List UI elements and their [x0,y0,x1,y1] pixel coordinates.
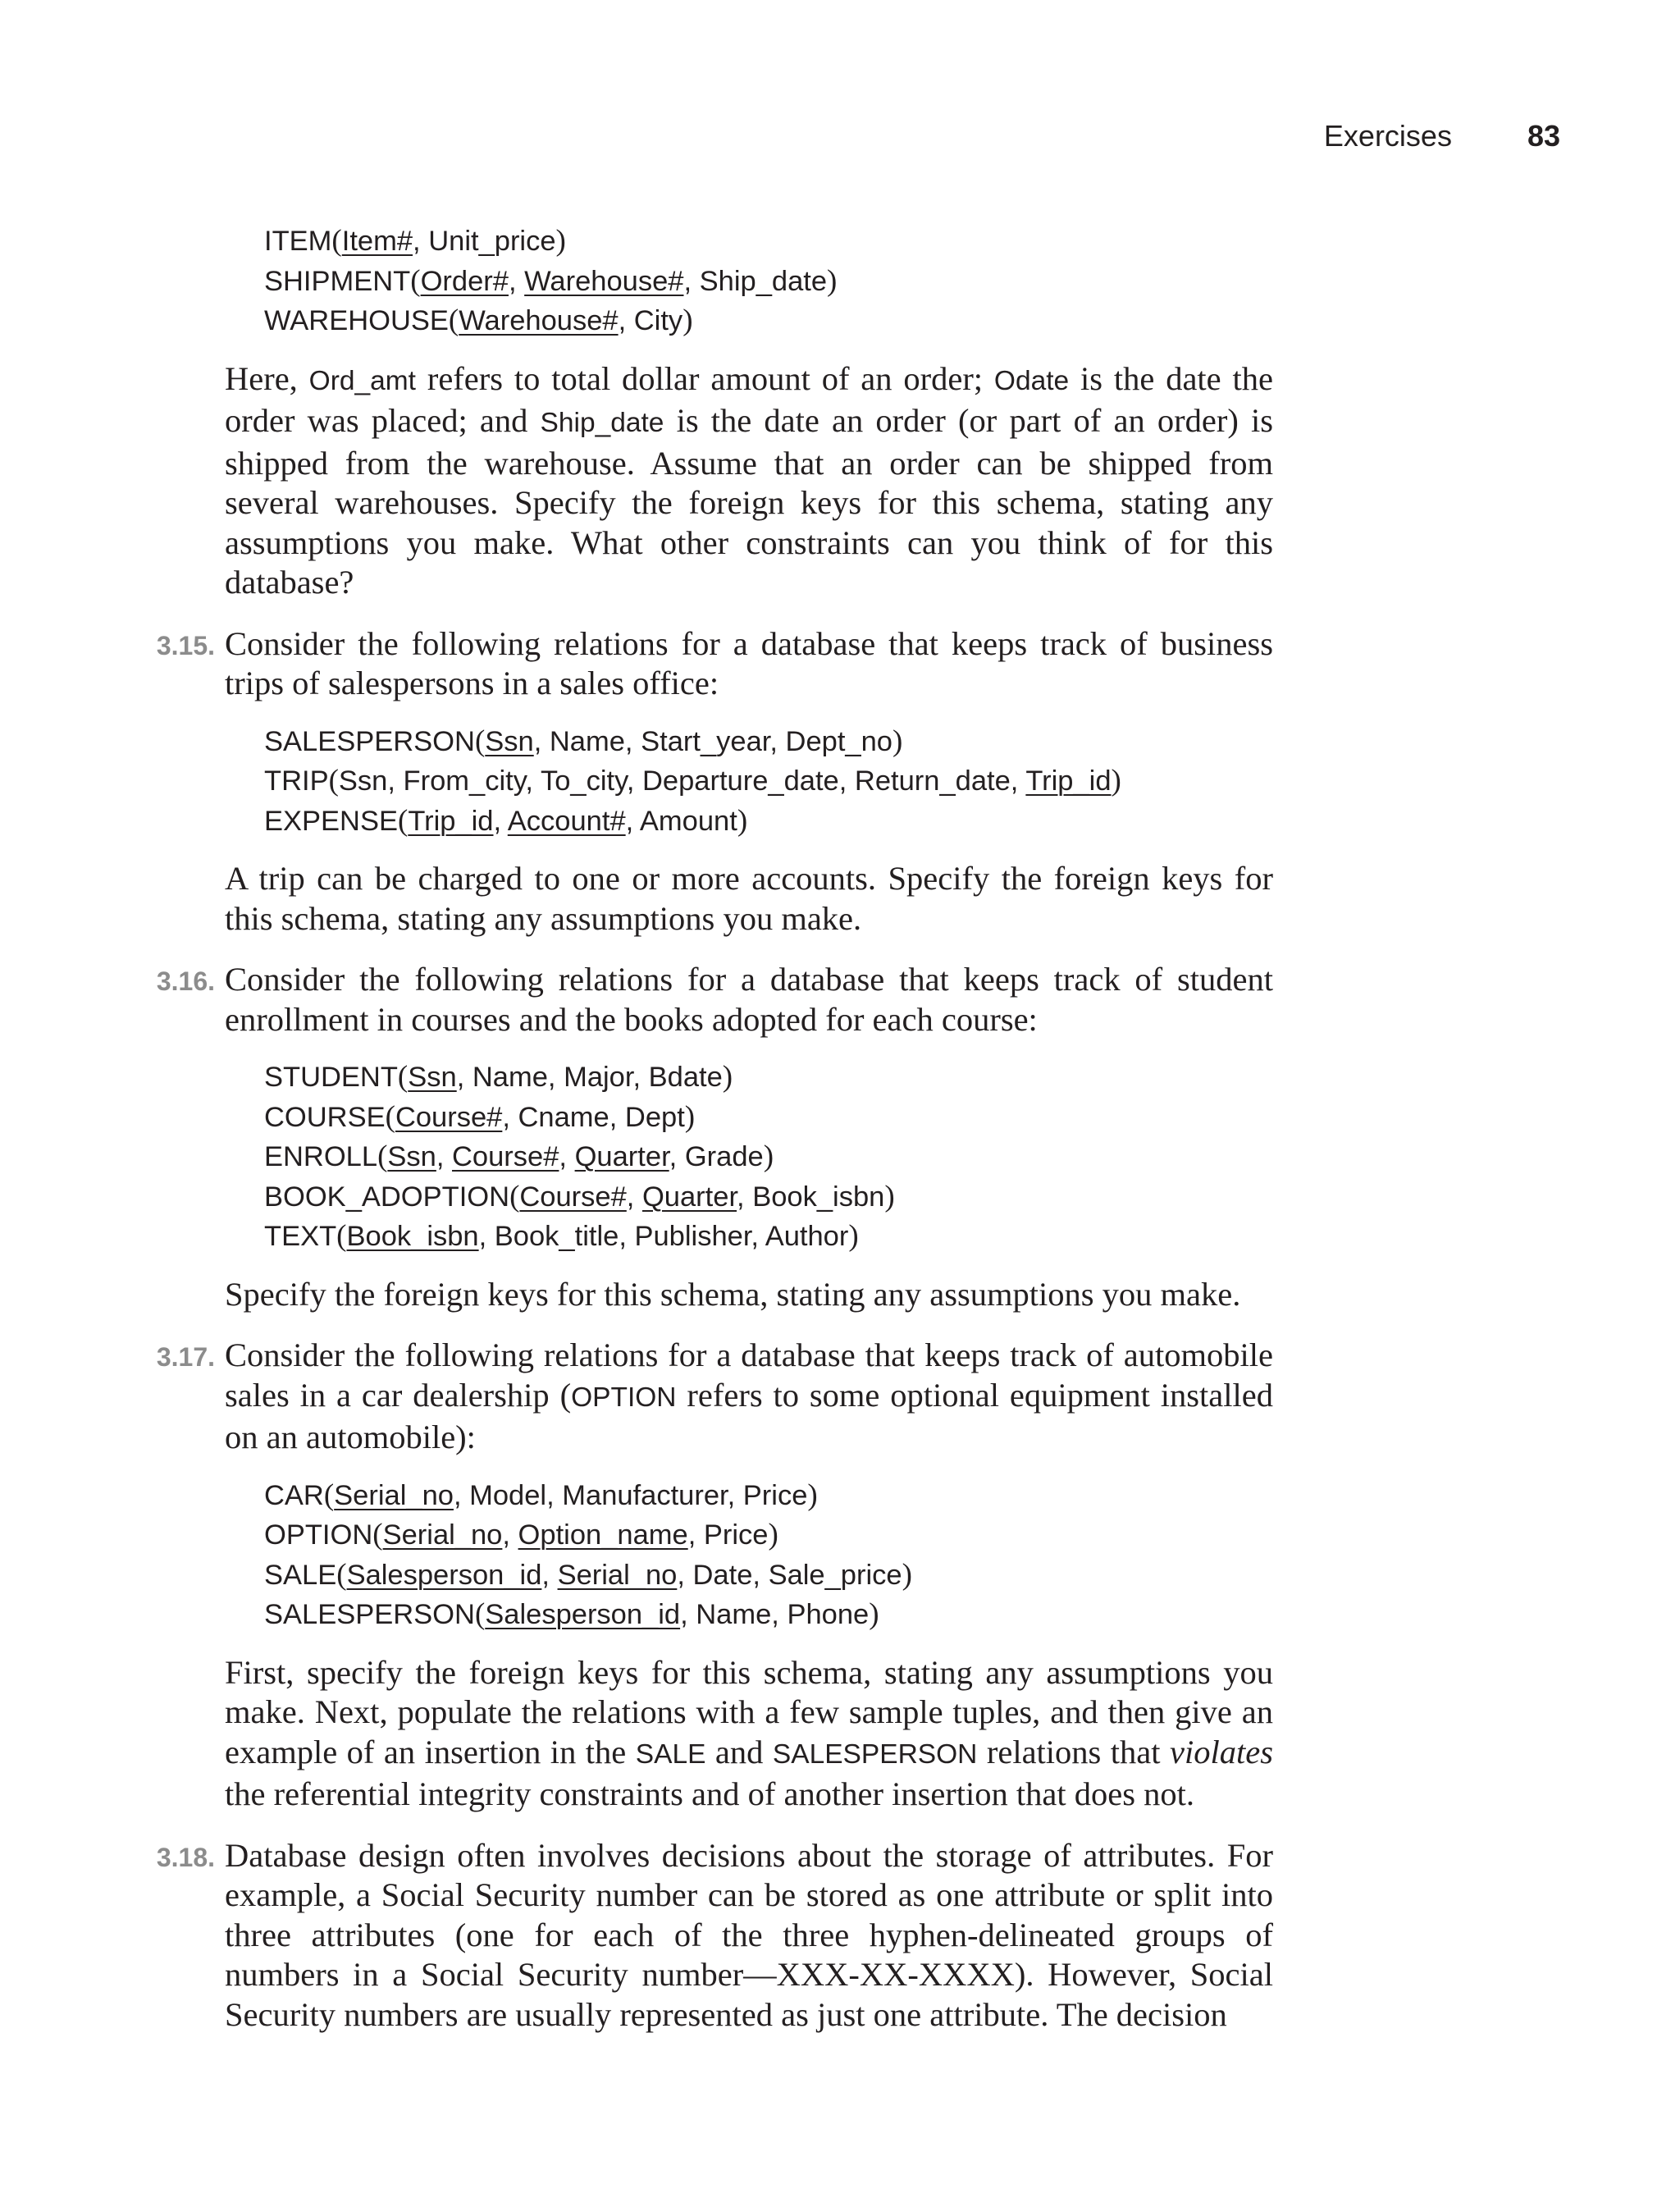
relation-schema: CAR(Serial_no, Model, Manufacturer, Price) [264,1478,818,1512]
attribute: Sale_price [768,1559,902,1591]
attribute: Price [703,1519,769,1551]
attribute: Amount [639,805,737,837]
relation-schema: STUDENT(Ssn, Name, Major, Bdate) [264,1060,733,1094]
key-attribute: Salesperson_id [485,1599,681,1630]
exercise-number: 3.15. [156,630,215,660]
attribute: Bdate [648,1062,723,1093]
relation-schema: TRIP(Ssn, From_city, To_city, Departure_date, Return_date, Trip_id) [264,764,1121,797]
exercise [0,1336,1680,1815]
attribute: Name [549,725,625,757]
exercise [0,960,1680,1314]
key-attribute: Course# [452,1141,559,1172]
exercise-question: First, specify the foreign keys for this schema, stating any assumptions you make. Next, populate the relations with a few sample tuples, and then give an example of an insertion in the SALE and SALESPERSON relations that violates the referential integrity constraints and of another insertion that does not. [225,1653,1273,1812]
attribute: From_city [403,765,526,797]
attribute: Name [696,1599,772,1630]
exercise-text: Consider the following relations for a database that keeps track of student enrollment in courses and the books adopted for each course: [225,961,1273,1038]
page-body [0,222,1680,2035]
exercise-schema [264,1058,1680,1257]
attribute: Phone [787,1599,870,1630]
running-head-section: Exercises [1323,119,1452,153]
relation-schema: OPTION(Serial_no, Option_name, Price) [264,1518,778,1551]
exercise [0,1836,1680,2035]
key-attribute: Serial_no [557,1559,678,1591]
exercise-schema [264,722,1680,842]
attribute: Manufacturer [562,1479,728,1511]
relation-name: SALE [264,1559,337,1591]
attribute: Dept [624,1101,685,1133]
attribute: Major [564,1062,633,1093]
attribute: Departure_date [641,765,839,797]
relation-name: TRIP [264,765,329,797]
inline-term: OPTION [571,1382,677,1413]
relation-schema: ITEM(Item#, Unit_price) [264,224,566,258]
key-attribute: Ssn [387,1141,436,1172]
relation-name: TEXT [264,1221,337,1252]
key-attribute: Item# [341,226,413,257]
relation-name: ITEM [264,226,332,257]
key-attribute: Trip_id [1025,765,1112,797]
exercise-text: Consider the following relations for a database that keeps track of automobile sales in a car dealership (OPTION refers to some optional equipment installed on an automobile): [225,1336,1274,1455]
key-attribute: Serial_no [334,1479,454,1511]
relation-schema: SALESPERSON(Ssn, Name, Start_year, Dept_no) [264,724,903,758]
relation-schema: ENROLL(Ssn, Course#, Quarter, Grade) [264,1140,774,1173]
attribute: Grade [684,1141,764,1172]
key-attribute: Quarter [574,1141,669,1172]
relation-schema: BOOK_ADOPTION(Course#, Quarter, Book_isbn) [264,1179,895,1213]
attribute: To_city [540,765,627,797]
attribute: Book_isbn [752,1181,885,1213]
attribute: Author [765,1221,849,1252]
attribute: Name [472,1062,548,1093]
key-attribute: Account# [507,805,626,837]
relation-name: SALESPERSON [264,725,475,757]
exercise-question: A trip can be charged to one or more accounts. Specify the foreign keys for this schema, stating any assumptions you make. [225,860,1273,937]
inline-term: Ord_amt [308,365,416,396]
relation-name: WAREHOUSE [264,305,449,336]
relation-schema: SHIPMENT(Order#, Warehouse#, Ship_date) [264,263,838,298]
attribute: Start_year [641,725,770,757]
relation-name: SALESPERSON [264,1599,475,1630]
relation-name: STUDENT [264,1062,398,1093]
attribute: Cname [518,1101,609,1133]
attribute: Date [692,1559,753,1591]
exercise-question: Specify the foreign keys for this schema, stating any assumptions you make. [225,1275,1241,1313]
exercise-number: 3.18. [156,1842,215,1872]
inline-term: SALE [635,1738,706,1770]
exercise-text: Database design often involves decisions about the storage of attributes. For example, a Social Security number can be stored as one attribute or split into three attributes (one for each of the three hyphen-delineated groups of numbers in a Social Security number—XXX-XX-XXXX). However, Social Security numbers are usually represented as just one attribute. The decision [225,1836,1273,2033]
attribute: Unit_price [428,226,556,257]
attribute: Ship_date [699,265,828,297]
inline-term: Ship_date [540,408,664,438]
relation-name: COURSE [264,1101,386,1133]
attribute: Publisher [634,1221,751,1252]
key-attribute: Book_isbn [346,1221,479,1252]
key-attribute: Serial_no [382,1519,503,1551]
relation-name: OPTION [264,1519,373,1551]
key-attribute: Course# [519,1181,627,1213]
relation-name: CAR [264,1479,324,1511]
continued-schema [264,222,1680,341]
relation-schema: SALESPERSON(Salesperson_id, Name, Phone) [264,1597,879,1631]
key-attribute: Salesperson_id [346,1559,542,1591]
relation-schema: WAREHOUSE(Warehouse#, City) [264,304,693,337]
exercise [0,624,1680,939]
relation-schema: EXPENSE(Trip_id, Account#, Amount) [264,803,748,838]
key-attribute: Course# [395,1101,503,1133]
exercise-schema [264,1476,1680,1635]
relation-schema: SALE(Salesperson_id, Serial_no, Date, Sale_price) [264,1557,912,1592]
inline-term: Odate [993,365,1070,396]
attribute: Return_date [854,765,1011,797]
attribute: Ssn [338,765,388,797]
continued-paragraph: Here, Ord_amt refers to total dollar amount of an order; Odate is the date the order was placed; and Ship_date is the date an order (or part of an order) is shipped from the warehouse. Assume that an order can be shipped from several warehouses. Specify the foreign keys for this schema, stating any assumptions you make. What other constraints can you think of for this database? [225,359,1273,601]
page-number: 83 [1527,119,1560,153]
key-attribute: Trip_id [408,805,494,837]
key-attribute: Warehouse# [524,265,684,297]
exercise-list [0,603,1680,2035]
attribute: Book_title [494,1221,619,1252]
key-attribute: Ssn [485,725,534,757]
key-attribute: Quarter [641,1181,737,1213]
exercise-number: 3.17. [156,1342,215,1372]
attribute: City [633,305,683,336]
exercise-text: Consider the following relations for a database that keeps track of business trips of salespersons in a sales office: [225,624,1273,701]
relation-schema: COURSE(Course#, Cname, Dept) [264,1099,696,1134]
key-attribute: Ssn [408,1062,457,1093]
running-head [0,116,1560,156]
emphasis: violates [1170,1733,1273,1770]
key-attribute: Order# [420,265,509,297]
attribute: Model [469,1479,547,1511]
relation-schema: TEXT(Book_isbn, Book_title, Publisher, Author) [264,1219,859,1253]
key-attribute: Warehouse# [459,305,619,336]
exercise-number: 3.16. [156,966,215,996]
key-attribute: Option_name [518,1519,688,1551]
relation-name: EXPENSE [264,805,398,837]
relation-name: BOOK_ADOPTION [264,1181,510,1213]
inline-term: SALESPERSON [772,1738,978,1770]
attribute: Dept_no [785,725,892,757]
relation-name: ENROLL [264,1141,378,1172]
relation-name: SHIPMENT [264,265,411,297]
attribute: Price [742,1479,808,1511]
